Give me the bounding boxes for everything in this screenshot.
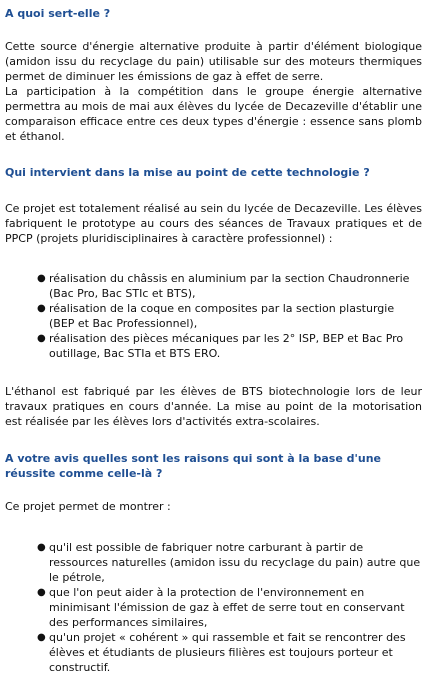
section-title-usage: A quoi sert-elle ?	[5, 7, 111, 20]
bullet-icon: ●	[37, 333, 46, 344]
section-body-usage	[5, 39, 422, 144]
list-item	[37, 301, 422, 331]
bullet-list	[5, 540, 422, 675]
list-item-text: réalisation des pièces mécaniques par les 2° ISP, BEP et Bac Pro outillage, Bac STIa et BTS ERO.	[49, 332, 404, 360]
bullet-icon: ●	[37, 303, 46, 314]
section-title-success-reasons: A votre avis quelles sont les raisons qui sont à la base d'une réussite comme celle-là ?	[5, 452, 381, 480]
list-item	[37, 585, 422, 630]
paragraph: L'éthanol est fabriqué par les élèves de BTS biotechnologie lors de leur travaux pratiques en cours d'année. La mise au point de la motorisation est réalisée par les élèves lors d'activités extra-scolaires.	[5, 385, 422, 428]
list-item-text: qu'un projet « cohérent » qui rassemble et fait se rencontrer des élèves et étudiants de plusieurs filières est toujours porteur et constructif.	[49, 631, 406, 674]
list-item-text: réalisation du châssis en aluminium par la section Chaudronnerie (Bac Pro, Bac STIc et BTS),	[49, 272, 410, 300]
list-item	[37, 630, 422, 675]
list-item	[37, 540, 422, 585]
list-item-text: qu'il est possible de fabriquer notre carburant à partir de ressources naturelles (amidon issu du recyclage du pain) autre que le pétrole,	[49, 541, 421, 584]
section-title-contributors: Qui intervient dans la mise au point de cette technologie ?	[5, 166, 370, 179]
list-item	[37, 331, 422, 361]
paragraph: Ce projet est totalement réalisé au sein du lycée de Decazeville. Les élèves fabriquent le prototype au cours des séances de Travaux pratiques et de PPCP (projets pluridisciplinaires à caractère professionnel) :	[5, 202, 422, 245]
list-item-text: que l'on peut aider à la protection de l'environnement en minimisant l'émission de gaz à effet de serre tout en conservant des performances similaires,	[49, 586, 405, 629]
list-item-text: réalisation de la coque en composites par la section plasturgie (BEP et Bac Professionnel),	[49, 302, 395, 330]
bullet-icon: ●	[37, 587, 46, 598]
bullet-icon: ●	[37, 273, 46, 284]
bullet-list	[5, 271, 422, 361]
paragraph: Cette source d'énergie alternative produite à partir d'élément biologique (amidon issu du recyclage du pain) utilisable sur des moteurs thermiques permet de diminuer les émissions de gaz à effet de serre.	[5, 40, 422, 83]
bullet-icon: ●	[37, 542, 46, 553]
bullet-icon: ●	[37, 632, 46, 643]
paragraph: La participation à la compétition dans le groupe énergie alternative permettra au mois de mai aux élèves du lycée de Decazeville d'établir une comparaison efficace entre ces deux types d'énergie : essence sans plomb et éthanol.	[5, 85, 422, 143]
list-item	[37, 271, 422, 301]
paragraph: Ce projet permet de montrer :	[5, 500, 171, 513]
